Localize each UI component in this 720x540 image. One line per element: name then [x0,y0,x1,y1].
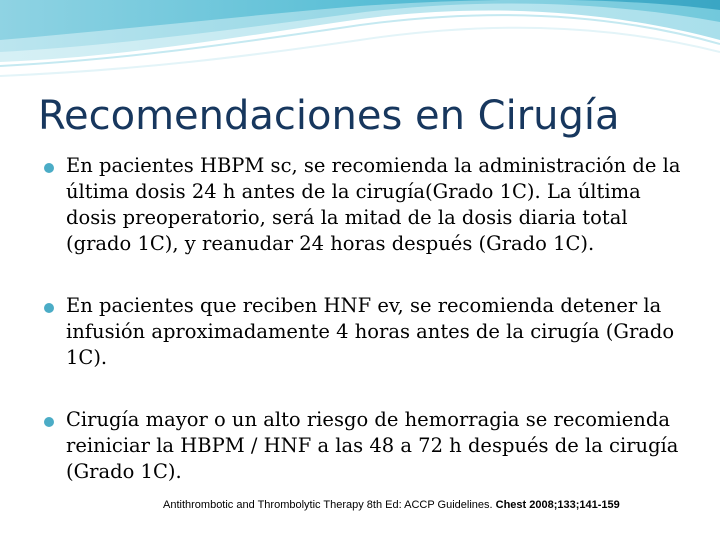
bullet-item [44,153,684,257]
bullet-dot-icon [44,303,54,313]
bullet-text: En pacientes HBPM sc, se recomienda la administración de la última dosis 24 h antes de la cirugía(Grado 1C). La última dosis preoperatorio, será la mitad de la dosis diaria total (grado 1C), y reanudar 24 horas después (Grado 1C). [66,154,681,255]
citation [163,498,620,512]
bullet-list [44,153,684,485]
bullet-item [44,407,684,485]
header-wave-decoration [0,0,720,90]
bullet-dot-icon [44,417,54,427]
bullet-text: En pacientes que reciben HNF ev, se recomienda detener la infusión aproximadamente 4 horas antes de la cirugía (Grado 1C). [66,294,675,369]
bullet-item [44,293,684,371]
slide-title: Recomendaciones en Cirugía [38,93,620,139]
citation-journal: Chest 2008;133;141-159 [495,499,620,511]
citation-source: Antithrombotic and Thrombolytic Therapy 8th Ed: ACCP Guidelines. [163,499,493,511]
bullet-text: Cirugía mayor o un alto riesgo de hemorragia se recomienda reiniciar la HBPM / HNF a las 48 a 72 h después de la cirugía (Grado 1C). [66,408,679,483]
bullet-dot-icon [44,163,54,173]
